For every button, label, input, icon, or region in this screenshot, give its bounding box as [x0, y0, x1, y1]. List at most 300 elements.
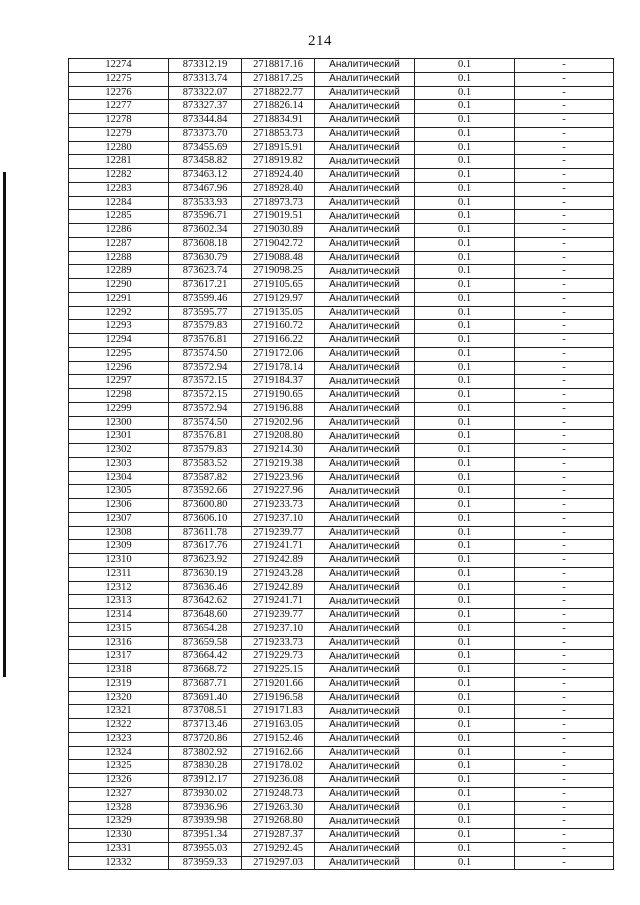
cell-accuracy: 0.1	[415, 72, 515, 86]
cell-y: 2719233.73	[242, 636, 315, 650]
cell-note: -	[515, 292, 614, 306]
cell-y: 2719239.77	[242, 609, 315, 623]
cell-x: 873313.74	[169, 72, 242, 86]
cell-type: Аналитический	[315, 705, 415, 719]
cell-type: Аналитический	[315, 59, 415, 73]
cell-note: -	[515, 746, 614, 760]
cell-type: Аналитический	[315, 471, 415, 485]
table-row	[69, 567, 614, 581]
cell-accuracy: 0.1	[415, 732, 515, 746]
cell-note: -	[515, 567, 614, 581]
cell-note: -	[515, 389, 614, 403]
cell-id: 12288	[69, 251, 169, 265]
cell-accuracy: 0.1	[415, 196, 515, 210]
cell-x: 873708.51	[169, 705, 242, 719]
table-row	[69, 581, 614, 595]
cell-id: 12280	[69, 141, 169, 155]
cell-type: Аналитический	[315, 691, 415, 705]
cell-note: -	[515, 705, 614, 719]
cell-x: 873572.94	[169, 361, 242, 375]
cell-x: 873912.17	[169, 774, 242, 788]
cell-type: Аналитический	[315, 416, 415, 430]
cell-note: -	[515, 334, 614, 348]
table-row	[69, 279, 614, 293]
cell-id: 12281	[69, 155, 169, 169]
table-row	[69, 856, 614, 870]
cell-x: 873327.37	[169, 100, 242, 114]
cell-accuracy: 0.1	[415, 581, 515, 595]
cell-note: -	[515, 127, 614, 141]
table-row	[69, 265, 614, 279]
cell-id: 12290	[69, 279, 169, 293]
cell-x: 873830.28	[169, 760, 242, 774]
cell-y: 2719237.10	[242, 622, 315, 636]
cell-note: -	[515, 540, 614, 554]
cell-x: 873579.83	[169, 320, 242, 334]
cell-type: Аналитический	[315, 361, 415, 375]
cell-y: 2719241.71	[242, 595, 315, 609]
cell-accuracy: 0.1	[415, 650, 515, 664]
cell-type: Аналитический	[315, 265, 415, 279]
cell-accuracy: 0.1	[415, 554, 515, 568]
table-row	[69, 636, 614, 650]
cell-x: 873312.19	[169, 59, 242, 73]
cell-id: 12296	[69, 361, 169, 375]
cell-note: -	[515, 210, 614, 224]
cell-type: Аналитический	[315, 210, 415, 224]
cell-type: Аналитический	[315, 100, 415, 114]
cell-id: 12316	[69, 636, 169, 650]
cell-note: -	[515, 512, 614, 526]
cell-y: 2719239.77	[242, 526, 315, 540]
cell-accuracy: 0.1	[415, 842, 515, 856]
cell-x: 873596.71	[169, 210, 242, 224]
cell-note: -	[515, 732, 614, 746]
cell-y: 2719225.15	[242, 664, 315, 678]
cell-accuracy: 0.1	[415, 444, 515, 458]
cell-accuracy: 0.1	[415, 265, 515, 279]
table-row	[69, 444, 614, 458]
cell-y: 2719178.14	[242, 361, 315, 375]
cell-x: 873720.86	[169, 732, 242, 746]
cell-y: 2719166.22	[242, 334, 315, 348]
cell-type: Аналитический	[315, 842, 415, 856]
cell-id: 12305	[69, 485, 169, 499]
cell-note: -	[515, 251, 614, 265]
cell-accuracy: 0.1	[415, 787, 515, 801]
cell-note: -	[515, 114, 614, 128]
cell-y: 2719088.48	[242, 251, 315, 265]
cell-id: 12329	[69, 815, 169, 829]
table-row	[69, 677, 614, 691]
table-row	[69, 705, 614, 719]
cell-id: 12274	[69, 59, 169, 73]
cell-accuracy: 0.1	[415, 430, 515, 444]
cell-x: 873579.83	[169, 444, 242, 458]
cell-y: 2719248.73	[242, 787, 315, 801]
cell-accuracy: 0.1	[415, 815, 515, 829]
cell-accuracy: 0.1	[415, 691, 515, 705]
cell-x: 873373.70	[169, 127, 242, 141]
cell-type: Аналитический	[315, 86, 415, 100]
table-row	[69, 526, 614, 540]
cell-type: Аналитический	[315, 444, 415, 458]
table-row	[69, 100, 614, 114]
cell-x: 873455.69	[169, 141, 242, 155]
cell-type: Аналитический	[315, 760, 415, 774]
cell-x: 873458.82	[169, 155, 242, 169]
cell-y: 2719287.37	[242, 829, 315, 843]
cell-accuracy: 0.1	[415, 609, 515, 623]
cell-accuracy: 0.1	[415, 279, 515, 293]
cell-type: Аналитический	[315, 306, 415, 320]
cell-y: 2718822.77	[242, 86, 315, 100]
cell-accuracy: 0.1	[415, 210, 515, 224]
cell-id: 12317	[69, 650, 169, 664]
cell-type: Аналитический	[315, 196, 415, 210]
cell-note: -	[515, 691, 614, 705]
cell-y: 2719030.89	[242, 224, 315, 238]
cell-note: -	[515, 677, 614, 691]
cell-note: -	[515, 787, 614, 801]
cell-accuracy: 0.1	[415, 141, 515, 155]
cell-y: 2718834.91	[242, 114, 315, 128]
cell-y: 2718826.14	[242, 100, 315, 114]
table-row	[69, 842, 614, 856]
cell-x: 873608.18	[169, 237, 242, 251]
cell-accuracy: 0.1	[415, 774, 515, 788]
cell-note: -	[515, 842, 614, 856]
cell-accuracy: 0.1	[415, 512, 515, 526]
cell-type: Аналитический	[315, 526, 415, 540]
cell-id: 12301	[69, 430, 169, 444]
table-row	[69, 746, 614, 760]
cell-id: 12312	[69, 581, 169, 595]
cell-y: 2719171.83	[242, 705, 315, 719]
cell-x: 873691.40	[169, 691, 242, 705]
cell-note: -	[515, 485, 614, 499]
cell-y: 2718919.82	[242, 155, 315, 169]
table-row	[69, 251, 614, 265]
cell-y: 2719229.73	[242, 650, 315, 664]
cell-x: 873802.92	[169, 746, 242, 760]
cell-accuracy: 0.1	[415, 306, 515, 320]
table-row	[69, 457, 614, 471]
cell-x: 873617.76	[169, 540, 242, 554]
cell-y: 2719163.05	[242, 719, 315, 733]
cell-id: 12324	[69, 746, 169, 760]
cell-x: 873583.52	[169, 457, 242, 471]
cell-type: Аналитический	[315, 155, 415, 169]
cell-type: Аналитический	[315, 114, 415, 128]
cell-y: 2719243.28	[242, 567, 315, 581]
cell-x: 873599.46	[169, 292, 242, 306]
cell-y: 2719241.71	[242, 540, 315, 554]
cell-y: 2719162.66	[242, 746, 315, 760]
cell-y: 2718817.25	[242, 72, 315, 86]
cell-type: Аналитический	[315, 347, 415, 361]
table-row	[69, 691, 614, 705]
table-row	[69, 829, 614, 843]
cell-x: 873659.58	[169, 636, 242, 650]
cell-accuracy: 0.1	[415, 375, 515, 389]
cell-type: Аналитический	[315, 127, 415, 141]
cell-note: -	[515, 444, 614, 458]
table-row	[69, 402, 614, 416]
cell-y: 2718915.91	[242, 141, 315, 155]
table-row	[69, 182, 614, 196]
table-row	[69, 774, 614, 788]
cell-note: -	[515, 402, 614, 416]
cell-accuracy: 0.1	[415, 251, 515, 265]
cell-x: 873668.72	[169, 664, 242, 678]
cell-note: -	[515, 595, 614, 609]
table-row	[69, 609, 614, 623]
cell-y: 2718928.40	[242, 182, 315, 196]
table-row	[69, 210, 614, 224]
cell-id: 12283	[69, 182, 169, 196]
cell-type: Аналитический	[315, 801, 415, 815]
cell-accuracy: 0.1	[415, 664, 515, 678]
cell-y: 2719178.02	[242, 760, 315, 774]
cell-id: 12291	[69, 292, 169, 306]
cell-x: 873687.71	[169, 677, 242, 691]
table-row	[69, 485, 614, 499]
cell-note: -	[515, 457, 614, 471]
cell-note: -	[515, 760, 614, 774]
cell-type: Аналитический	[315, 237, 415, 251]
table-row	[69, 334, 614, 348]
cell-id: 12318	[69, 664, 169, 678]
cell-id: 12289	[69, 265, 169, 279]
table-row	[69, 430, 614, 444]
cell-y: 2719196.58	[242, 691, 315, 705]
cell-type: Аналитический	[315, 72, 415, 86]
table-row	[69, 732, 614, 746]
cell-y: 2719202.96	[242, 416, 315, 430]
cell-accuracy: 0.1	[415, 719, 515, 733]
cell-accuracy: 0.1	[415, 636, 515, 650]
cell-accuracy: 0.1	[415, 677, 515, 691]
cell-id: 12302	[69, 444, 169, 458]
table-row	[69, 499, 614, 513]
cell-id: 12285	[69, 210, 169, 224]
cell-accuracy: 0.1	[415, 114, 515, 128]
cell-x: 873572.15	[169, 389, 242, 403]
cell-y: 2719208.80	[242, 430, 315, 444]
cell-type: Аналитический	[315, 485, 415, 499]
cell-type: Аналитический	[315, 719, 415, 733]
cell-accuracy: 0.1	[415, 334, 515, 348]
cell-type: Аналитический	[315, 554, 415, 568]
cell-y: 2719184.37	[242, 375, 315, 389]
cell-note: -	[515, 320, 614, 334]
cell-id: 12321	[69, 705, 169, 719]
cell-accuracy: 0.1	[415, 182, 515, 196]
cell-accuracy: 0.1	[415, 100, 515, 114]
cell-note: -	[515, 719, 614, 733]
cell-type: Аналитический	[315, 581, 415, 595]
cell-accuracy: 0.1	[415, 829, 515, 843]
table-row	[69, 114, 614, 128]
page-number: 214	[308, 33, 332, 49]
cell-note: -	[515, 416, 614, 430]
table-row	[69, 127, 614, 141]
cell-id: 12287	[69, 237, 169, 251]
table-row	[69, 306, 614, 320]
coordinates-table	[68, 58, 614, 870]
cell-accuracy: 0.1	[415, 237, 515, 251]
cell-id: 12306	[69, 499, 169, 513]
cell-x: 873344.84	[169, 114, 242, 128]
cell-accuracy: 0.1	[415, 457, 515, 471]
cell-note: -	[515, 279, 614, 293]
cell-x: 873617.21	[169, 279, 242, 293]
cell-y: 2719297.03	[242, 856, 315, 870]
table-row	[69, 169, 614, 183]
margin-bar	[3, 172, 6, 677]
cell-note: -	[515, 237, 614, 251]
cell-note: -	[515, 86, 614, 100]
cell-id: 12307	[69, 512, 169, 526]
table-row	[69, 141, 614, 155]
cell-type: Аналитический	[315, 402, 415, 416]
cell-x: 873959.33	[169, 856, 242, 870]
cell-y: 2719223.96	[242, 471, 315, 485]
cell-note: -	[515, 636, 614, 650]
cell-y: 2719268.80	[242, 815, 315, 829]
table-row	[69, 815, 614, 829]
cell-accuracy: 0.1	[415, 86, 515, 100]
cell-id: 12310	[69, 554, 169, 568]
cell-type: Аналитический	[315, 224, 415, 238]
cell-type: Аналитический	[315, 567, 415, 581]
cell-x: 873630.19	[169, 567, 242, 581]
cell-note: -	[515, 182, 614, 196]
cell-y: 2719152.46	[242, 732, 315, 746]
cell-x: 873467.96	[169, 182, 242, 196]
cell-x: 873664.42	[169, 650, 242, 664]
cell-type: Аналитический	[315, 677, 415, 691]
table-row	[69, 86, 614, 100]
cell-y: 2719129.97	[242, 292, 315, 306]
cell-type: Аналитический	[315, 609, 415, 623]
cell-type: Аналитический	[315, 774, 415, 788]
cell-type: Аналитический	[315, 856, 415, 870]
cell-note: -	[515, 347, 614, 361]
cell-type: Аналитический	[315, 320, 415, 334]
table-row	[69, 389, 614, 403]
cell-note: -	[515, 499, 614, 513]
cell-y: 2719196.88	[242, 402, 315, 416]
cell-y: 2718973.73	[242, 196, 315, 210]
cell-type: Аналитический	[315, 622, 415, 636]
cell-note: -	[515, 224, 614, 238]
cell-y: 2719233.73	[242, 499, 315, 513]
cell-note: -	[515, 526, 614, 540]
cell-x: 873533.93	[169, 196, 242, 210]
cell-note: -	[515, 609, 614, 623]
cell-id: 12320	[69, 691, 169, 705]
cell-note: -	[515, 59, 614, 73]
cell-y: 2719242.89	[242, 581, 315, 595]
cell-x: 873602.34	[169, 224, 242, 238]
cell-x: 873572.94	[169, 402, 242, 416]
cell-accuracy: 0.1	[415, 389, 515, 403]
cell-y: 2719201.66	[242, 677, 315, 691]
cell-id: 12300	[69, 416, 169, 430]
cell-y: 2719219.38	[242, 457, 315, 471]
table-row	[69, 72, 614, 86]
cell-type: Аналитический	[315, 334, 415, 348]
table-row	[69, 320, 614, 334]
cell-note: -	[515, 650, 614, 664]
cell-id: 12328	[69, 801, 169, 815]
cell-x: 873463.12	[169, 169, 242, 183]
table-row	[69, 540, 614, 554]
cell-x: 873642.62	[169, 595, 242, 609]
cell-accuracy: 0.1	[415, 595, 515, 609]
cell-id: 12286	[69, 224, 169, 238]
table-row	[69, 664, 614, 678]
cell-type: Аналитический	[315, 650, 415, 664]
cell-note: -	[515, 100, 614, 114]
cell-id: 12297	[69, 375, 169, 389]
cell-id: 12313	[69, 595, 169, 609]
cell-accuracy: 0.1	[415, 801, 515, 815]
cell-id: 12293	[69, 320, 169, 334]
cell-x: 873623.74	[169, 265, 242, 279]
cell-y: 2719227.96	[242, 485, 315, 499]
cell-note: -	[515, 801, 614, 815]
cell-accuracy: 0.1	[415, 499, 515, 513]
table-row	[69, 224, 614, 238]
cell-note: -	[515, 581, 614, 595]
cell-note: -	[515, 196, 614, 210]
cell-id: 12282	[69, 169, 169, 183]
cell-type: Аналитический	[315, 375, 415, 389]
cell-y: 2719237.10	[242, 512, 315, 526]
cell-note: -	[515, 430, 614, 444]
cell-id: 12304	[69, 471, 169, 485]
cell-y: 2719292.45	[242, 842, 315, 856]
cell-accuracy: 0.1	[415, 224, 515, 238]
table-row	[69, 760, 614, 774]
cell-y: 2719172.06	[242, 347, 315, 361]
cell-accuracy: 0.1	[415, 320, 515, 334]
cell-y: 2719190.65	[242, 389, 315, 403]
cell-type: Аналитический	[315, 787, 415, 801]
cell-y: 2718853.73	[242, 127, 315, 141]
table-row	[69, 719, 614, 733]
cell-type: Аналитический	[315, 746, 415, 760]
cell-type: Аналитический	[315, 251, 415, 265]
cell-note: -	[515, 265, 614, 279]
cell-type: Аналитический	[315, 430, 415, 444]
cell-note: -	[515, 306, 614, 320]
cell-y: 2719242.89	[242, 554, 315, 568]
table-row	[69, 471, 614, 485]
cell-x: 873587.82	[169, 471, 242, 485]
cell-id: 12322	[69, 719, 169, 733]
coordinates-table-body	[69, 59, 614, 870]
cell-accuracy: 0.1	[415, 169, 515, 183]
cell-note: -	[515, 774, 614, 788]
cell-id: 12323	[69, 732, 169, 746]
cell-y: 2719042.72	[242, 237, 315, 251]
cell-id: 12279	[69, 127, 169, 141]
cell-accuracy: 0.1	[415, 155, 515, 169]
